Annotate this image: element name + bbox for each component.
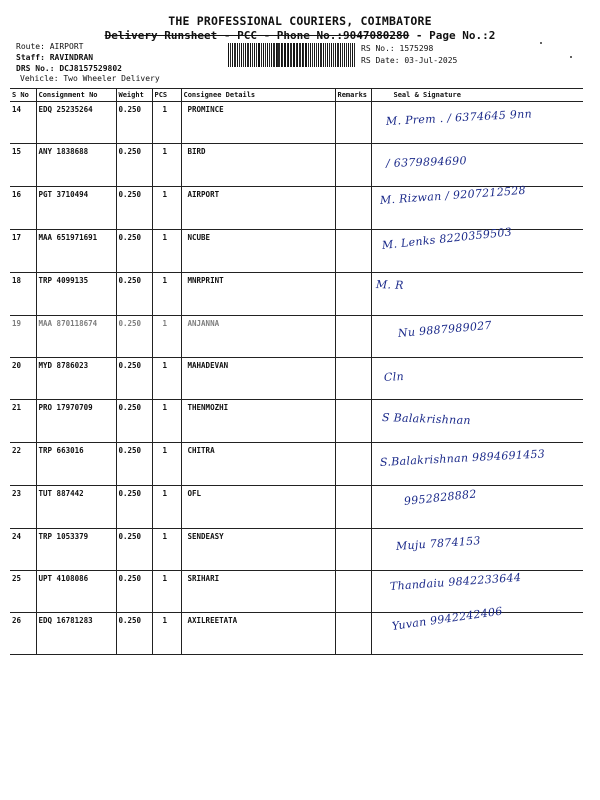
sno-cell: 19 [10, 316, 36, 358]
drs-line: DRS No.: DCJ8157529802 [16, 64, 122, 73]
sno-cell: 17 [10, 230, 36, 273]
barcode-bar [273, 43, 274, 67]
handwritten-signature: M. Rizwan / 9207212528 [379, 183, 526, 207]
col-consignee: Consignee Details [181, 89, 335, 102]
table-row [10, 144, 583, 187]
barcode-bar [303, 43, 304, 67]
barcode-bar [316, 43, 317, 67]
barcode-bar [329, 43, 330, 67]
barcode-bar [282, 43, 283, 67]
table-row [10, 230, 583, 273]
barcode-bar [254, 43, 255, 67]
table-row [10, 316, 583, 358]
signature-cell [371, 273, 583, 316]
sno-cell: 26 [10, 613, 36, 655]
weight-cell: 0.250 [116, 358, 152, 400]
handwritten-signature: Thandaiu 9842233644 [389, 570, 522, 593]
barcode-bar [243, 43, 244, 67]
signature-cell [371, 358, 583, 400]
route-line: Route: AIRPORT [16, 42, 84, 51]
col-sno: S No [10, 89, 36, 102]
weight-cell: 0.250 [116, 273, 152, 316]
barcode-bar [261, 43, 262, 67]
document-title: THE PROFESSIONAL COURIERS, COIMBATORE [168, 14, 432, 28]
table-header-row [10, 89, 583, 102]
pcs-cell: 1 [152, 316, 181, 358]
barcode-bar [346, 43, 347, 67]
remarks-cell [335, 529, 371, 571]
signature-cell [371, 183, 583, 230]
consignment-cell: PRO 17970709 [36, 400, 116, 443]
vehicle-line: Vehicle: Two Wheeler Delivery [20, 74, 160, 83]
barcode-bar [267, 43, 268, 67]
speck [540, 42, 542, 44]
consignment-cell: ANY 1838688 [36, 144, 116, 187]
barcode-bar [288, 43, 289, 67]
handwritten-signature: Nu 9887989027 [396, 318, 492, 340]
consignee-cell: NCUBE [181, 230, 335, 273]
barcode-bar [252, 43, 253, 67]
col-weight: Weight [116, 89, 152, 102]
barcode-bar [323, 43, 324, 67]
barcode-bar [299, 43, 300, 67]
barcode-bar [290, 43, 292, 67]
pcs-cell: 1 [152, 529, 181, 571]
barcode-bar [284, 43, 285, 67]
barcode-bar [342, 43, 343, 67]
table-row [10, 400, 583, 443]
staff-value: RAVINDRAN [49, 53, 94, 62]
weight-cell: 0.250 [116, 571, 152, 613]
handwritten-signature: M. Lenks 8220359503 [380, 225, 513, 252]
consignee-cell: BIRD [181, 144, 335, 187]
barcode-bar [337, 43, 339, 67]
remarks-cell [335, 486, 371, 529]
barcode-bar [265, 43, 266, 67]
barcode-bar [258, 43, 260, 67]
remarks-cell [335, 358, 371, 400]
consignment-cell: TRP 663016 [36, 443, 116, 486]
runsheet-phone: Delivery Runsheet - PCC - Phone No.:9047080280 [104, 29, 410, 42]
weight-cell: 0.250 [116, 102, 152, 144]
barcode-bar [230, 43, 231, 67]
consignee-cell: CHITRA [181, 443, 335, 486]
vehicle-value: Two Wheeler Delivery [63, 74, 160, 83]
col-signature: Seal & Signature [371, 89, 583, 102]
sno-cell: 22 [10, 443, 36, 486]
drs-value: DCJ8157529802 [59, 64, 122, 73]
barcode-bar [239, 43, 240, 67]
barcode-bar [320, 43, 322, 67]
barcode-bar [325, 43, 326, 67]
barcode-bar [308, 43, 309, 67]
weight-cell: 0.250 [116, 400, 152, 443]
barcode-bar [256, 43, 257, 67]
consignment-cell: TRP 4099135 [36, 273, 116, 316]
consignment-cell: EDQ 16781283 [36, 613, 116, 655]
signature-cell [371, 144, 583, 187]
weight-cell: 0.250 [116, 613, 152, 655]
barcode-bar [296, 43, 297, 67]
remarks-cell [335, 400, 371, 443]
table-row [10, 613, 583, 655]
barcode-bar [277, 43, 279, 67]
barcode-bar [271, 43, 272, 67]
consignee-cell: MAHADEVAN [181, 358, 335, 400]
pcs-cell: 1 [152, 358, 181, 400]
table-row [10, 529, 583, 571]
runsheet-subtitle [0, 29, 600, 42]
weight-cell: 0.250 [116, 529, 152, 571]
barcode-bar [314, 43, 315, 67]
pcs-cell: 1 [152, 443, 181, 486]
consignment-cell: PGT 3710494 [36, 187, 116, 230]
barcode-bar [237, 43, 238, 67]
barcode-bar [247, 43, 249, 67]
speck [570, 56, 572, 58]
barcode-bar [228, 43, 229, 67]
barcode-bar [340, 43, 341, 67]
barcode-bar [297, 43, 298, 67]
pcs-cell: 1 [152, 571, 181, 613]
rs-date: RS Date: 03-Jul-2025 [361, 56, 458, 65]
barcode-bar [350, 43, 351, 67]
consignment-cell: TRP 1053379 [36, 529, 116, 571]
barcode-bar [302, 43, 303, 67]
barcode-bar [241, 43, 242, 67]
table-row [10, 187, 583, 230]
sno-cell: 21 [10, 400, 36, 443]
barcode-bar [263, 43, 264, 67]
consignment-cell: MAA 651971691 [36, 230, 116, 273]
consignee-cell: AXILREETATA [181, 613, 335, 655]
remarks-cell [335, 102, 371, 144]
handwritten-signature: / 6379894690 [385, 154, 467, 170]
sno-cell: 16 [10, 187, 36, 230]
runsheet-table [10, 88, 583, 655]
pcs-cell: 1 [152, 613, 181, 655]
signature-cell [371, 316, 583, 358]
consignee-cell: ANJANNA [181, 316, 335, 358]
barcode-bar [354, 43, 355, 67]
barcode-bar [327, 43, 328, 67]
consignee-cell: SRIHARI [181, 571, 335, 613]
handwritten-signature: Yuvan 9942242406 [390, 604, 503, 633]
col-pcs: PCS [152, 89, 181, 102]
signature-cell [371, 225, 583, 273]
staff-line: Staff: RAVINDRAN [16, 53, 94, 62]
consignment-cell: MYD 8786023 [36, 358, 116, 400]
consignee-cell: SENDEASY [181, 529, 335, 571]
col-consignment: Consignment No [36, 89, 116, 102]
col-remarks: Remarks [335, 89, 371, 102]
remarks-cell [335, 230, 371, 273]
barcode-bar [348, 43, 349, 67]
barcode-bar [335, 43, 336, 67]
handwritten-signature: Muju 7874153 [395, 534, 481, 553]
consignment-cell: MAA 870118674 [36, 316, 116, 358]
signature-cell [371, 571, 583, 613]
remarks-cell [335, 613, 371, 655]
page-number: - Page No.:2 [409, 29, 496, 42]
signature-cell [371, 443, 583, 486]
signature-cell [371, 604, 583, 655]
sno-cell: 25 [10, 571, 36, 613]
signature-cell [371, 102, 583, 144]
consignee-cell: OFL [181, 486, 335, 529]
barcode-bar [250, 43, 251, 67]
remarks-cell [335, 316, 371, 358]
pcs-cell: 1 [152, 144, 181, 187]
handwritten-signature: S Balakrishnan [381, 411, 471, 428]
consignment-cell: EDQ 25235264 [36, 102, 116, 144]
consignee-cell: PROMINCE [181, 102, 335, 144]
weight-cell: 0.250 [116, 187, 152, 230]
sno-cell: 23 [10, 486, 36, 529]
barcode-bar [232, 43, 233, 67]
barcode-bar [234, 43, 236, 67]
weight-cell: 0.250 [116, 316, 152, 358]
barcode-bar [269, 43, 270, 67]
pcs-cell: 1 [152, 230, 181, 273]
sno-cell: 14 [10, 102, 36, 144]
pcs-cell: 1 [152, 400, 181, 443]
barcode-bar [305, 43, 307, 67]
barcode-bar [281, 43, 282, 67]
barcode [228, 43, 356, 67]
barcode-bar [318, 43, 319, 67]
barcode-bar [310, 43, 311, 67]
remarks-cell [335, 571, 371, 613]
weight-cell: 0.250 [116, 486, 152, 529]
pcs-cell: 1 [152, 187, 181, 230]
sno-cell: 24 [10, 529, 36, 571]
handwritten-signature: S.Balakrishnan 9894691453 [379, 447, 545, 469]
barcode-bar [276, 43, 277, 67]
consignee-cell: MNRPRINT [181, 273, 335, 316]
pcs-cell: 1 [152, 273, 181, 316]
weight-cell: 0.250 [116, 144, 152, 187]
handwritten-signature: M. R [375, 278, 404, 292]
signature-cell [371, 529, 583, 571]
table-row [10, 273, 583, 316]
remarks-cell [335, 144, 371, 187]
pcs-cell: 1 [152, 486, 181, 529]
remarks-cell [335, 443, 371, 486]
barcode-bar [293, 43, 294, 67]
handwritten-signature: Cln [383, 369, 404, 384]
sno-cell: 20 [10, 358, 36, 400]
barcode-bar [352, 43, 353, 67]
table-row [10, 102, 583, 144]
table-row [10, 443, 583, 486]
consignment-cell: TUT 887442 [36, 486, 116, 529]
remarks-cell [335, 187, 371, 230]
barcode-bar [312, 43, 313, 67]
barcode-bar [245, 43, 246, 67]
barcode-bar [333, 43, 334, 67]
table-row [10, 358, 583, 400]
sno-cell: 18 [10, 273, 36, 316]
rs-number: RS No.: 1575298 [361, 44, 434, 53]
pcs-cell: 1 [152, 102, 181, 144]
consignee-cell: THENMOZHI [181, 400, 335, 443]
handwritten-signature: M. Prem . / 6374645 9nn [385, 107, 532, 128]
table-row [10, 486, 583, 529]
weight-cell: 0.250 [116, 443, 152, 486]
weight-cell: 0.250 [116, 230, 152, 273]
route-value: AIRPORT [49, 42, 84, 51]
consignee-cell: AIRPORT [181, 187, 335, 230]
barcode-bar [287, 43, 288, 67]
barcode-bar [331, 43, 332, 67]
signature-cell [371, 486, 583, 529]
handwritten-signature: 9952828882 [402, 487, 477, 508]
sno-cell: 15 [10, 144, 36, 187]
remarks-cell [335, 273, 371, 316]
consignment-cell: UPT 4108086 [36, 571, 116, 613]
barcode-bar [344, 43, 345, 67]
signature-cell [371, 400, 583, 443]
